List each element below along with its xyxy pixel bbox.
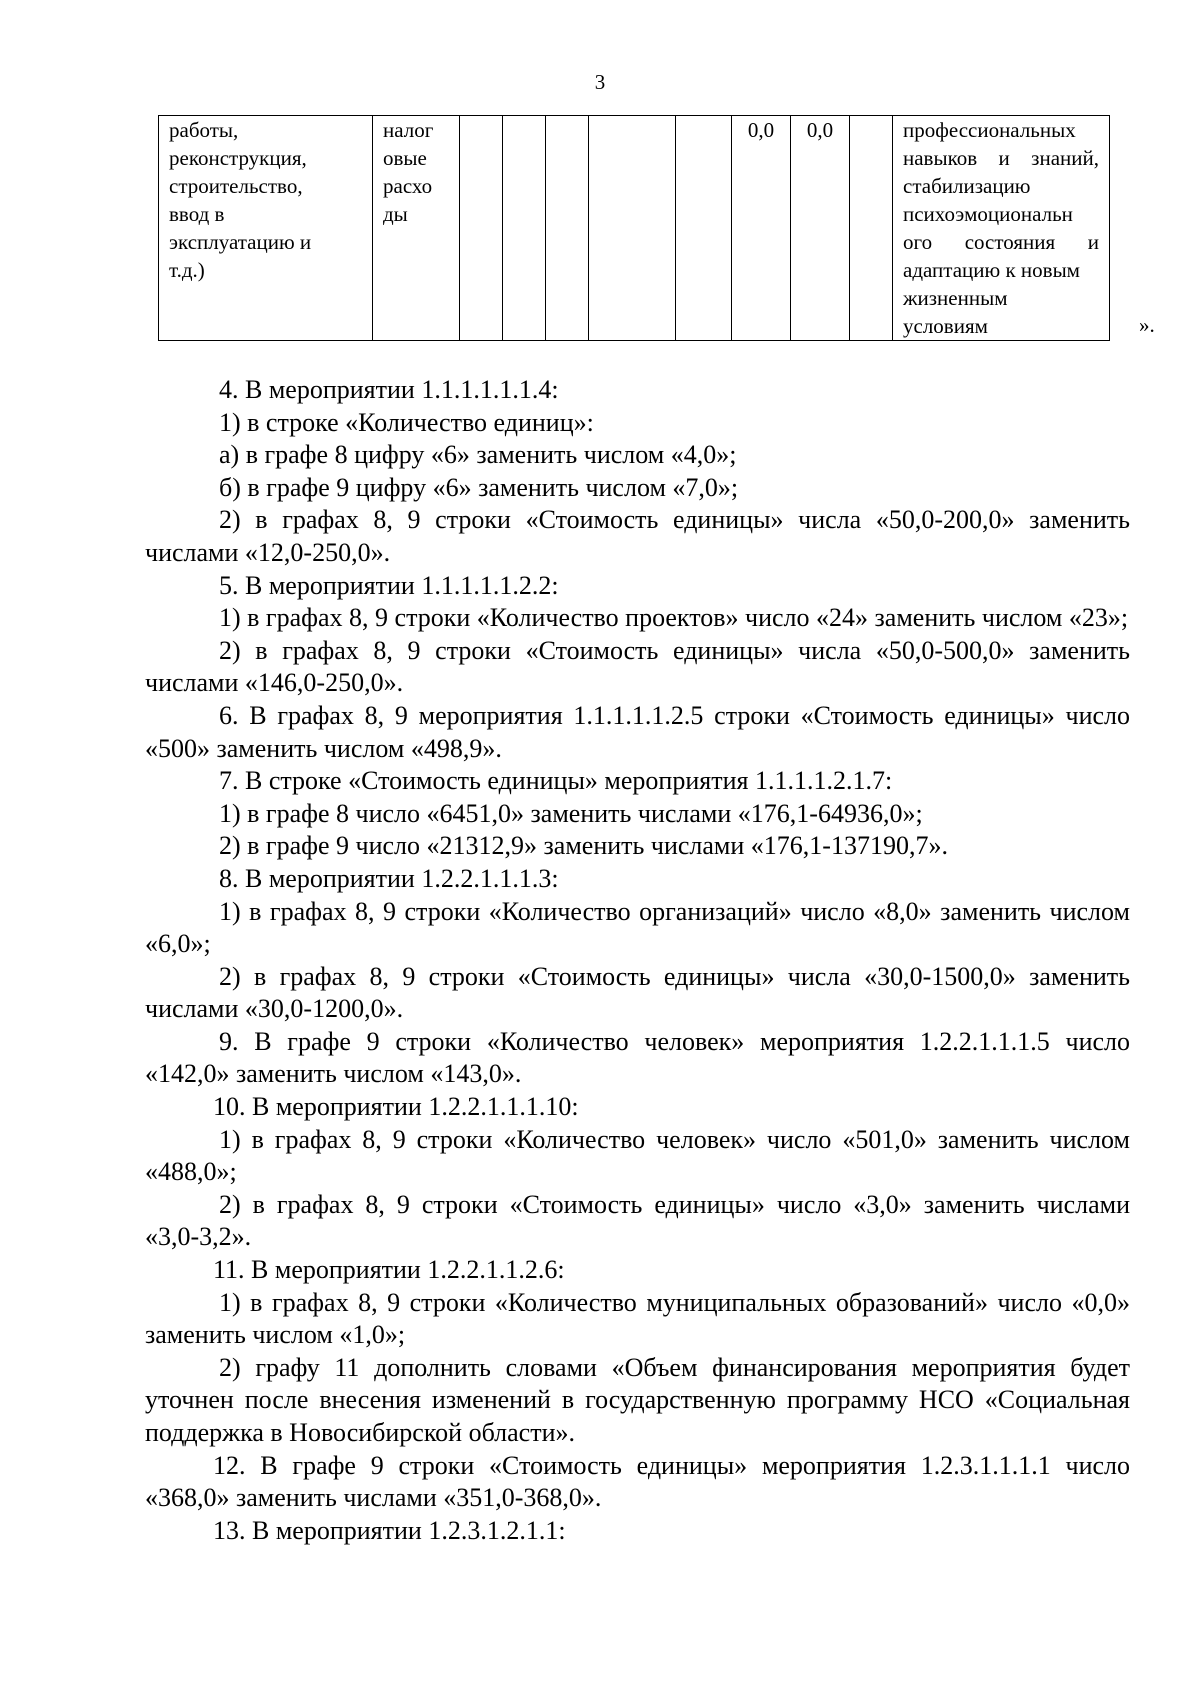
- table-cell-value-8: 0,0: [732, 116, 791, 341]
- cell-line: ого состояния и: [903, 230, 1099, 254]
- cell-line: работы,: [169, 118, 239, 142]
- cell-line: реконструкция,: [169, 146, 307, 170]
- paragraph: 2) в графах 8, 9 строки «Стоимость единицы» числа «50,0-500,0» заменить числами «146,0-250,0».: [145, 635, 1130, 698]
- paragraph: 1) в строке «Количество единиц»:: [219, 407, 594, 437]
- paragraph: 13. В мероприятии 1.2.3.1.2.1.1:: [213, 1515, 566, 1545]
- cell-line: эксплуатацию и: [169, 230, 312, 254]
- paragraph: 1) в графах 8, 9 строки «Количество муниципальных образований» число «0,0» заменить числом «1,0»;: [145, 1287, 1130, 1350]
- paragraph: 12. В графе 9 строки «Стоимость единицы» мероприятия 1.2.3.1.1.1.1 число «368,0» заменить числами «351,0-368,0».: [145, 1450, 1130, 1513]
- cell-line: овые: [383, 146, 427, 170]
- closing-quote: ».: [1139, 313, 1155, 337]
- paragraph: 2) в графах 8, 9 строки «Стоимость единицы» число «3,0» заменить числами «3,0-3,2».: [145, 1189, 1130, 1252]
- cell-line: жизненным: [903, 286, 1008, 310]
- cell-line: ввод в: [169, 202, 225, 226]
- table-row: [159, 116, 1110, 341]
- paragraph: 7. В строке «Стоимость единицы» мероприятия 1.1.1.1.2.1.7:: [219, 766, 893, 796]
- paragraph: 5. В мероприятии 1.1.1.1.1.2.2:: [219, 570, 559, 600]
- paragraph: 1) в графах 8, 9 строки «Количество организаций» число «8,0» заменить числом «6,0»;: [145, 896, 1130, 959]
- table-cell-empty: [850, 116, 893, 341]
- continued-table: [158, 115, 1110, 341]
- paragraph: б) в графе 9 цифру «6» заменить числом «7,0»;: [219, 472, 739, 502]
- paragraph: 4. В мероприятии 1.1.1.1.1.1.4:: [219, 375, 559, 404]
- paragraph: 2) графу 11 дополнить словами «Объем финансирования мероприятия будет уточнен после внесения изменений в государственную программу НСО «Социальная поддержка в Новосибирской области».: [145, 1352, 1130, 1447]
- cell-line: навыков и знаний,: [903, 146, 1099, 170]
- table-cell-expected-result: [893, 116, 1110, 341]
- table-cell-empty: [676, 116, 732, 341]
- cell-line: строительство,: [169, 174, 303, 198]
- table-cell-empty: [503, 116, 546, 341]
- cell-line: ды: [383, 202, 408, 226]
- cell-line: налог: [383, 118, 434, 142]
- table-cell-expense-type: [373, 116, 460, 341]
- table-cell-measure-type: [159, 116, 373, 341]
- paragraph: 1) в графе 8 число «6451,0» заменить числами «176,1-64936,0»;: [219, 798, 923, 828]
- paragraph: 8. В мероприятии 1.2.2.1.1.1.3:: [219, 863, 559, 893]
- paragraph: 11. В мероприятии 1.2.2.1.1.2.6:: [213, 1255, 565, 1285]
- cell-line: т.д.): [169, 258, 205, 282]
- page-number: 3: [594, 70, 606, 94]
- paragraph: 9. В графе 9 строки «Количество человек» мероприятия 1.2.2.1.1.1.5 число «142,0» заменить числом «143,0».: [145, 1026, 1130, 1089]
- paragraph: 6. В графах 8, 9 мероприятия 1.1.1.1.1.2.5 строки «Стоимость единицы» число «500» заменить числом «498,9».: [145, 700, 1130, 763]
- cell-line: стабилизацию: [903, 174, 1031, 198]
- paragraph: а) в графе 8 цифру «6» заменить числом «4,0»;: [219, 440, 737, 470]
- table-cell-empty: [460, 116, 503, 341]
- cell-line: профессиональных: [903, 118, 1076, 142]
- table-cell-empty: [546, 116, 589, 341]
- paragraph: 10. В мероприятии 1.2.2.1.1.1.10:: [213, 1092, 579, 1122]
- cell-line: условиям: [903, 314, 988, 338]
- cell-line: психоэмоциональн: [903, 202, 1073, 226]
- cell-line: адаптацию к новым: [903, 258, 1080, 282]
- table-cell-value-9: 0,0: [791, 116, 850, 341]
- amendments-text: [145, 374, 1130, 1547]
- paragraph: 2) в графах 8, 9 строки «Стоимость единицы» числа «30,0-1500,0» заменить числами «30,0-1200,0».: [145, 961, 1130, 1024]
- table-cell-empty: [589, 116, 676, 341]
- paragraph: 1) в графах 8, 9 строки «Количество проектов» число «24» заменить числом «23»;: [219, 603, 1129, 633]
- cell-line: расхо: [383, 174, 433, 198]
- paragraph: 2) в графе 9 число «21312,9» заменить числами «176,1-137190,7».: [219, 831, 948, 861]
- paragraph: 2) в графах 8, 9 строки «Стоимость единицы» числа «50,0-200,0» заменить числами «12,0-250,0».: [145, 505, 1130, 567]
- paragraph: 1) в графах 8, 9 строки «Количество человек» число «501,0» заменить числом «488,0»;: [145, 1124, 1130, 1187]
